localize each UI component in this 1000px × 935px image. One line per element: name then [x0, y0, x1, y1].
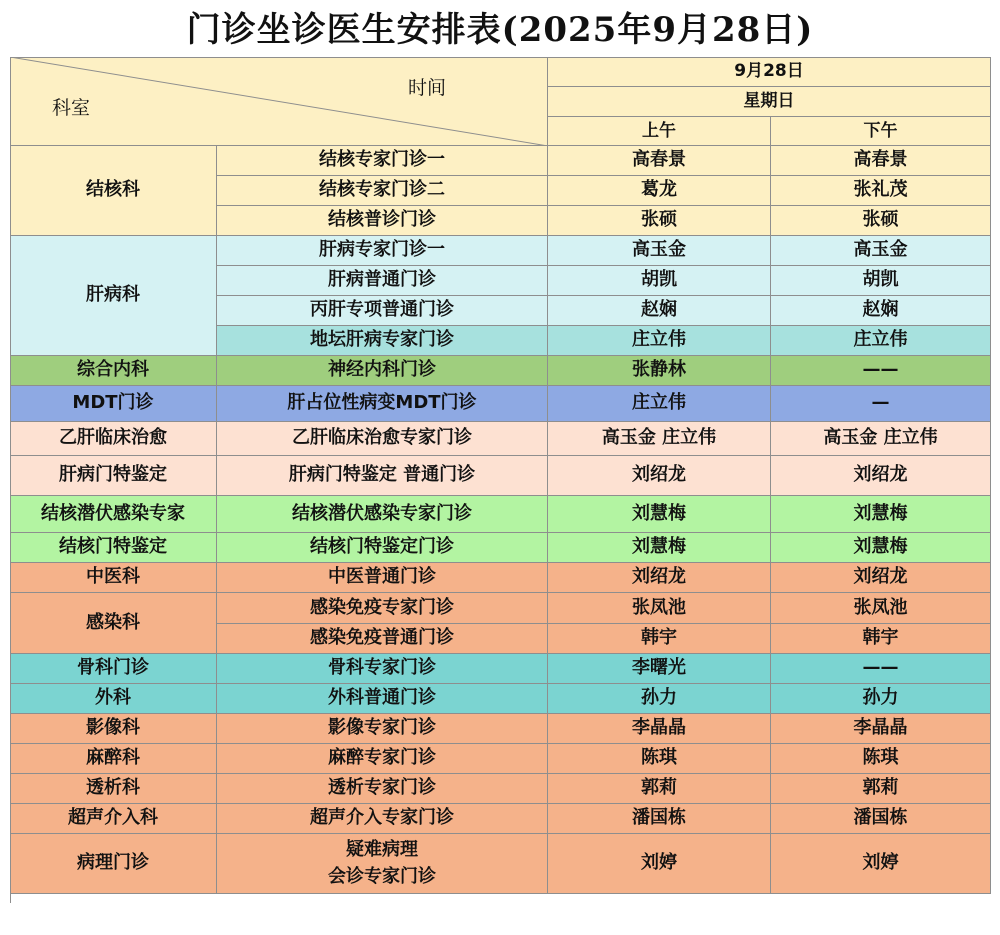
- department-cell: 中医科: [10, 563, 217, 593]
- pm-doctor-cell: 高春景: [771, 146, 991, 176]
- clinic-name-cell: 结核门特鉴定门诊: [217, 533, 548, 563]
- am-doctor-cell: 刘婷: [548, 834, 771, 894]
- pm-doctor-cell: 刘绍龙: [771, 456, 991, 496]
- am-doctor-cell: 李晶晶: [548, 714, 771, 744]
- am-doctor-cell: 韩宇: [548, 624, 771, 654]
- time-column-label: 时间: [408, 77, 447, 99]
- am-doctor-cell: 张凤池: [548, 593, 771, 624]
- pm-doctor-cell: 刘慧梅: [771, 533, 991, 563]
- department-cell: 外科: [10, 684, 217, 714]
- weekday-header: 星期日: [548, 87, 991, 117]
- clinic-name-cell: 肝病普通门诊: [217, 266, 548, 296]
- am-doctor-cell: 刘慧梅: [548, 496, 771, 533]
- clinic-name-cell: 结核专家门诊二: [217, 176, 548, 206]
- am-doctor-cell: 庄立伟: [548, 326, 771, 356]
- clinic-name-cell: 超声介入专家门诊: [217, 804, 548, 834]
- am-header: 上午: [548, 117, 771, 146]
- am-doctor-cell: 高春景: [548, 146, 771, 176]
- clinic-name-cell: 麻醉专家门诊: [217, 744, 548, 774]
- clinic-name-cell: 丙肝专项普通门诊: [217, 296, 548, 326]
- department-cell: MDT门诊: [10, 386, 217, 422]
- am-doctor-cell: 葛龙: [548, 176, 771, 206]
- am-doctor-cell: 刘慧梅: [548, 533, 771, 563]
- department-cell: 透析科: [10, 774, 217, 804]
- clinic-name-cell: 感染免疫普通门诊: [217, 624, 548, 654]
- clinic-name-cell: 透析专家门诊: [217, 774, 548, 804]
- pm-doctor-cell: 高玉金: [771, 236, 991, 266]
- am-doctor-cell: 潘国栋: [548, 804, 771, 834]
- department-cell: 综合内科: [10, 356, 217, 386]
- am-doctor-cell: 高玉金: [548, 236, 771, 266]
- dept-column-label: 科室: [52, 97, 91, 119]
- pm-doctor-cell: 孙力: [771, 684, 991, 714]
- clinic-name-cell: 结核专家门诊一: [217, 146, 548, 176]
- department-cell: 骨科门诊: [10, 654, 217, 684]
- am-doctor-cell: 李曙光: [548, 654, 771, 684]
- pm-doctor-cell: 潘国栋: [771, 804, 991, 834]
- page-title: 门诊坐诊医生安排表(2025年9月28日): [186, 10, 814, 50]
- date-header: 9月28日: [548, 57, 991, 87]
- clinic-name-cell: 骨科专家门诊: [217, 654, 548, 684]
- department-cell: 麻醉科: [10, 744, 217, 774]
- pm-header: 下午: [771, 117, 991, 146]
- am-doctor-cell: 刘绍龙: [548, 563, 771, 593]
- clinic-name-cell: 疑难病理 会诊专家门诊: [217, 834, 548, 894]
- clinic-name-cell: 结核普诊门诊: [217, 206, 548, 236]
- clinic-name-cell: 乙肝临床治愈专家门诊: [217, 422, 548, 456]
- am-doctor-cell: 庄立伟: [548, 386, 771, 422]
- department-cell: 感染科: [10, 593, 217, 654]
- department-cell: 肝病门特鉴定: [10, 456, 217, 496]
- pm-doctor-cell: 刘绍龙: [771, 563, 991, 593]
- clinic-name-cell: 感染免疫专家门诊: [217, 593, 548, 624]
- am-doctor-cell: 郭莉: [548, 774, 771, 804]
- clinic-name-cell: 肝占位性病变MDT门诊: [217, 386, 548, 422]
- clinic-name-cell: 神经内科门诊: [217, 356, 548, 386]
- pm-doctor-cell: 庄立伟: [771, 326, 991, 356]
- clinic-name-cell: 影像专家门诊: [217, 714, 548, 744]
- am-doctor-cell: 胡凯: [548, 266, 771, 296]
- pm-doctor-cell: 韩宇: [771, 624, 991, 654]
- clinic-name-cell: 地坛肝病专家门诊: [217, 326, 548, 356]
- clinic-name-cell: 外科普通门诊: [217, 684, 548, 714]
- am-doctor-cell: 高玉金 庄立伟: [548, 422, 771, 456]
- pm-doctor-cell: 张凤池: [771, 593, 991, 624]
- department-cell: 结核潜伏感染专家: [10, 496, 217, 533]
- am-doctor-cell: 张硕: [548, 206, 771, 236]
- pm-doctor-cell: 张礼茂: [771, 176, 991, 206]
- clinic-name-cell: 肝病专家门诊一: [217, 236, 548, 266]
- pm-doctor-cell: —: [771, 386, 991, 422]
- pm-doctor-cell: 胡凯: [771, 266, 991, 296]
- department-cell: 乙肝临床治愈: [10, 422, 217, 456]
- pm-doctor-cell: ——: [771, 654, 991, 684]
- corner-header-cell: [10, 57, 548, 146]
- diagonal-divider: [10, 57, 548, 146]
- department-cell: 结核门特鉴定: [10, 533, 217, 563]
- pm-doctor-cell: 陈琪: [771, 744, 991, 774]
- am-doctor-cell: 刘绍龙: [548, 456, 771, 496]
- clinic-name-cell: 中医普通门诊: [217, 563, 548, 593]
- department-cell: 结核科: [10, 146, 217, 236]
- pm-doctor-cell: 郭莉: [771, 774, 991, 804]
- department-cell: 超声介入科: [10, 804, 217, 834]
- schedule-table: [10, 57, 991, 903]
- department-cell: 病理门诊: [10, 834, 217, 894]
- department-cell: 影像科: [10, 714, 217, 744]
- department-cell: 肝病科: [10, 236, 217, 356]
- pm-doctor-cell: 刘慧梅: [771, 496, 991, 533]
- am-doctor-cell: 孙力: [548, 684, 771, 714]
- am-doctor-cell: 张静林: [548, 356, 771, 386]
- pm-doctor-cell: 张硕: [771, 206, 991, 236]
- pm-doctor-cell: 李晶晶: [771, 714, 991, 744]
- pm-doctor-cell: ——: [771, 356, 991, 386]
- pm-doctor-cell: 刘婷: [771, 834, 991, 894]
- am-doctor-cell: 赵娴: [548, 296, 771, 326]
- clinic-name-cell: 结核潜伏感染专家门诊: [217, 496, 548, 533]
- clinic-name-cell: 肝病门特鉴定 普通门诊: [217, 456, 548, 496]
- pm-doctor-cell: 赵娴: [771, 296, 991, 326]
- am-doctor-cell: 陈琪: [548, 744, 771, 774]
- pm-doctor-cell: 高玉金 庄立伟: [771, 422, 991, 456]
